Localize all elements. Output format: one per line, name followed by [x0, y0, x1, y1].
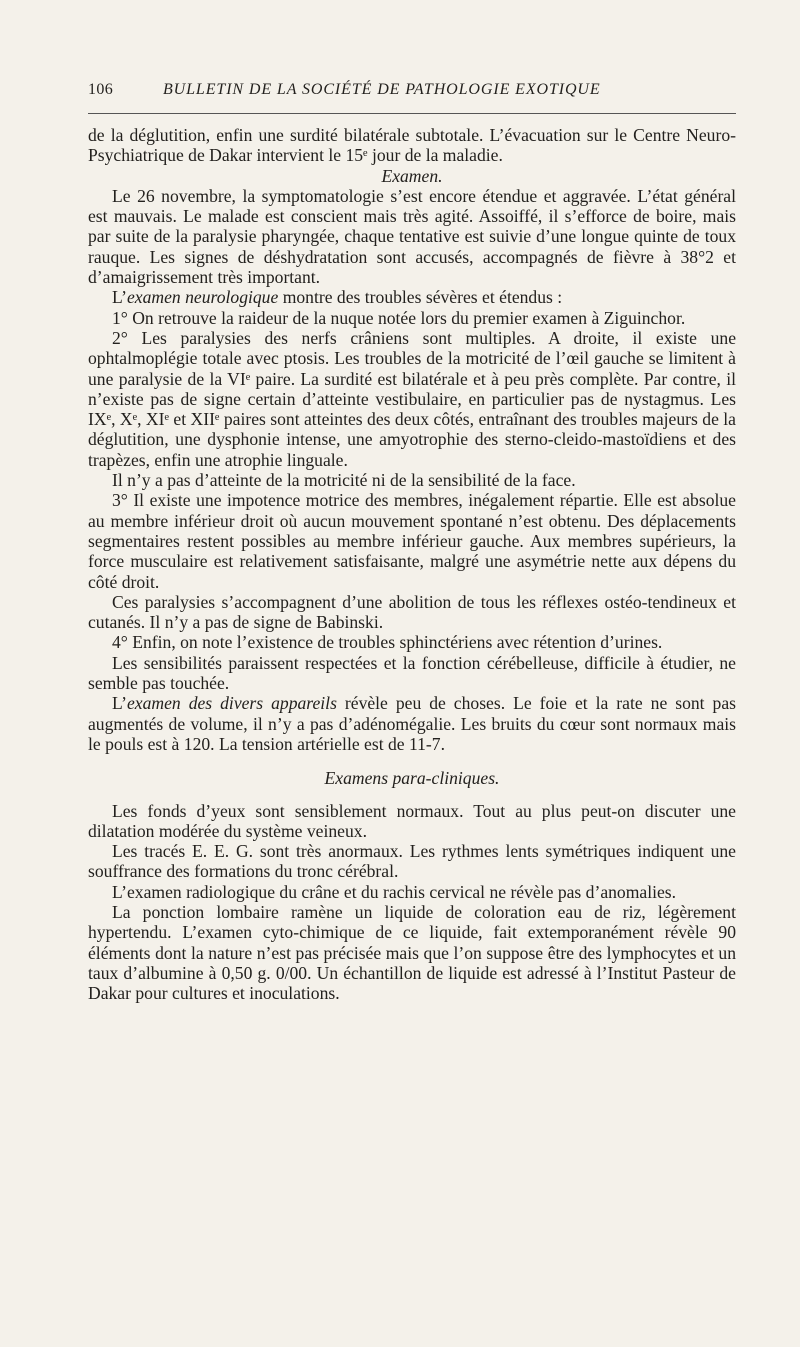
- paragraph: L’examen radiologique du crâne et du rachis cervical ne révèle pas d’anomalies.: [112, 881, 677, 902]
- paragraph: La ponction lombaire ramène un liquide de coloration eau de riz, légèrement hypertendu. L’examen cyto-chimique de ce liquide, fait extemporanément révèle 90 éléments dont la nature n’est pas précisée mais que l’on suppose être des lymphocytes et un taux d’albumine à 0,50 g. 0/00. Un échantillon de liquide est adressé à l’Institut Pasteur de Dakar pour cultures et inoculations.: [88, 901, 736, 1004]
- paragraph: Les fonds d’yeux sont sensiblement normaux. Tout au plus peut-on discuter une dilatation modérée du système veineux.: [88, 800, 736, 841]
- paragraph-lead: L’: [112, 693, 127, 714]
- paragraph-text: révèle peu de choses. Le foie et la rate ne sont pas augmentés de volume, il n’y a pas d’adénomégalie. Les bruits du cœur sont normaux mais le pouls est à 120. La tension artérielle est de 11-7.: [88, 693, 736, 754]
- emphasis: examen neurologique: [127, 287, 279, 308]
- running-header: [88, 81, 736, 99]
- paragraph: 4° Enfin, on note l’existence de troubles sphinctériens avec rétention d’urines.: [112, 632, 663, 653]
- paragraph: Les tracés E. E. G. sont très anormaux. Les rythmes lents symétriques indiquent une souffrance des formations du tronc cérébral.: [88, 841, 736, 882]
- header-rule: [88, 113, 736, 114]
- paragraph: Ces paralysies s’accompagnent d’une abolition de tous les réflexes ostéo-tendineux et cutanés. Il n’y a pas de signe de Babinski.: [88, 591, 736, 633]
- paragraph: 2° Les paralysies des nerfs crâniens sont multiples. A droite, il existe une ophtalmoplégie totale avec ptosis. Les troubles de la motricité de l’œil gauche se limitent à une paralysie de la VIᵉ paire. La surdité est bilatérale et à peu près complète. Par contre, il n’existe pas de signe certain d’atteinte vestibulaire, en particulier pas de nystagmus. Les IXᵉ, Xᵉ, XIᵉ et XIIᵉ paires sont atteintes des deux côtés, entraînant des troubles majeurs de la déglutition, une dysphonie intense, une amyotrophie des sterno-cleido-mastoïdiens et des trapèzes, enfin une atrophie linguale.: [88, 327, 736, 470]
- page-number: 106: [88, 81, 114, 98]
- paragraph-text: montre des troubles sévères et étendus :: [278, 287, 563, 308]
- paragraph: 3° Il existe une impotence motrice des membres, inégalement répartie. Elle est absolue au membre inférieur droit où aucun mouvement spontané n’est obtenu. Des déplacements segmentaires restent possibles au membre inférieur gauche. Aux membres supérieurs, la force musculaire est relativement satisfaisante, malgré une asymétrie nette aux dépens du côté droit.: [88, 490, 736, 592]
- paragraph-lead: L’: [112, 287, 127, 308]
- section-heading-examen: Examen.: [381, 165, 443, 186]
- paragraph: Il n’y a pas d’atteinte de la motricité ni de la sensibilité de la face.: [112, 470, 576, 491]
- paragraph: 1° On retrouve la raideur de la nuque notée lors du premier examen à Ziguinchor.: [112, 307, 686, 328]
- paragraph: de la déglutition, enfin une surdité bilatérale subtotale. L’évacuation sur le Centre Neuro-Psychiatrique de Dakar intervient le 15ᵉ jour de la maladie.: [88, 125, 736, 166]
- emphasis: examen des divers appareils: [127, 693, 337, 714]
- article-body: [88, 125, 736, 1003]
- paragraph: Les sensibilités paraissent respectées et la fonction cérébelleuse, difficile à étudier, ne semble pas touchée.: [88, 652, 736, 694]
- paragraph: [88, 287, 736, 307]
- journal-title: BULLETIN DE LA SOCIÉTÉ DE PATHOLOGIE EXOTIQUE: [163, 81, 601, 98]
- paragraph: [88, 693, 736, 754]
- section-heading-examens-para-cliniques: Examens para-cliniques.: [324, 768, 500, 789]
- paragraph: Le 26 novembre, la symptomatologie s’est encore étendue et aggravée. L’état général est mauvais. Le malade est conscient mais très agité. Assoiffé, il s’efforce de boire, mais par suite de la paralysie pharyngée, chaque tentative est suivie d’une longue quinte de toux rauque. Les signes de déshydratation sont accusés, accompagnés de fièvre à 38°2 et d’amaigrissement très important.: [88, 185, 736, 288]
